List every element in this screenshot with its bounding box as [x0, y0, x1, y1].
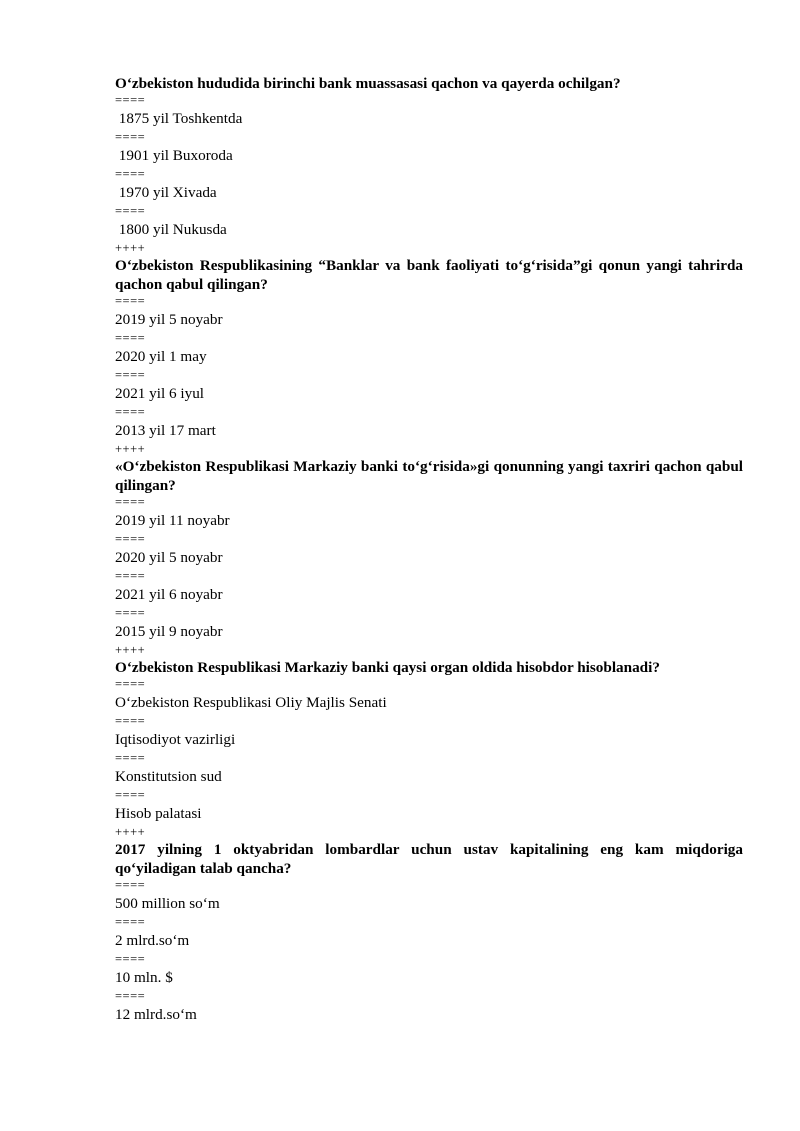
answer-option: O‘zbekiston Respublikasi Oliy Majlis Senati — [115, 694, 387, 711]
answer-separator: ==== — [115, 167, 146, 181]
answer-option: 500 million so‘m — [115, 895, 220, 912]
answer-option: 2021 yil 6 iyul — [115, 385, 205, 402]
question-text: 2017 yilning 1 oktyabridan lombardlar uchun ustav kapitalining eng kam miqdoriga qo‘yiladigan talab qancha? — [115, 841, 743, 877]
answer-option: Konstitutsion sud — [115, 768, 222, 785]
answer-separator: ==== — [115, 915, 146, 929]
answer-option: 2013 yil 17 mart — [115, 422, 216, 439]
answer-separator: ==== — [115, 714, 146, 728]
block-separator: ++++ — [115, 442, 146, 456]
answer-option: 1901 yil Buxoroda — [115, 147, 233, 164]
answer-separator: ==== — [115, 93, 146, 107]
answer-separator: ==== — [115, 751, 146, 765]
answer-separator: ==== — [115, 130, 146, 144]
answer-separator: ==== — [115, 606, 146, 620]
answer-option: 2015 yil 9 noyabr — [115, 623, 223, 640]
answer-separator: ==== — [115, 952, 146, 966]
answer-separator: ==== — [115, 677, 146, 691]
answer-separator: ==== — [115, 495, 146, 509]
answer-option: 10 mln. $ — [115, 969, 173, 986]
block-separator: ++++ — [115, 643, 146, 657]
answer-option: 1875 yil Toshkentda — [115, 110, 243, 127]
question-block — [115, 658, 743, 840]
question-block — [115, 256, 743, 457]
answer-separator: ==== — [115, 788, 146, 802]
answer-separator: ==== — [115, 532, 146, 546]
block-separator: ++++ — [115, 241, 146, 255]
answer-option: 1800 yil Nukusda — [115, 221, 227, 238]
test-document — [115, 74, 743, 1026]
question-block — [115, 457, 743, 658]
answer-option: 12 mlrd.so‘m — [115, 1006, 197, 1023]
answer-option: 2021 yil 6 noyabr — [115, 586, 223, 603]
answer-option: 2020 yil 1 may — [115, 348, 207, 365]
question-text: O‘zbekiston Respublikasi Markaziy banki qaysi organ oldida hisobdor hisoblanadi? — [115, 659, 660, 676]
answer-separator: ==== — [115, 368, 146, 382]
answer-option: 2019 yil 5 noyabr — [115, 311, 223, 328]
answer-option: 2 mlrd.so‘m — [115, 932, 190, 949]
answer-option: 2020 yil 5 noyabr — [115, 549, 223, 566]
answer-separator: ==== — [115, 331, 146, 345]
answer-option: Iqtisodiyot vazirligi — [115, 731, 236, 748]
answer-separator: ==== — [115, 294, 146, 308]
answer-option: Hisob palatasi — [115, 805, 202, 822]
answer-option: 2019 yil 11 noyabr — [115, 512, 230, 529]
question-text: O‘zbekiston hududida birinchi bank muassasasi qachon va qayerda ochilgan? — [115, 75, 621, 92]
answer-separator: ==== — [115, 989, 146, 1003]
answer-separator: ==== — [115, 405, 146, 419]
answer-separator: ==== — [115, 204, 146, 218]
question-text: «O‘zbekiston Respublikasi Markaziy banki to‘g‘risida»gi qonunning yangi taxriri qachon qabul qilingan? — [115, 458, 743, 494]
question-block — [115, 74, 743, 256]
answer-separator: ==== — [115, 569, 146, 583]
question-block — [115, 840, 743, 1026]
block-separator: ++++ — [115, 825, 146, 839]
question-text: O‘zbekiston Respublikasining “Banklar va bank faoliyati to‘g‘risida”gi qonun yangi tahrirda qachon qabul qilingan? — [115, 257, 743, 293]
answer-option: 1970 yil Xivada — [115, 184, 217, 201]
answer-separator: ==== — [115, 878, 146, 892]
